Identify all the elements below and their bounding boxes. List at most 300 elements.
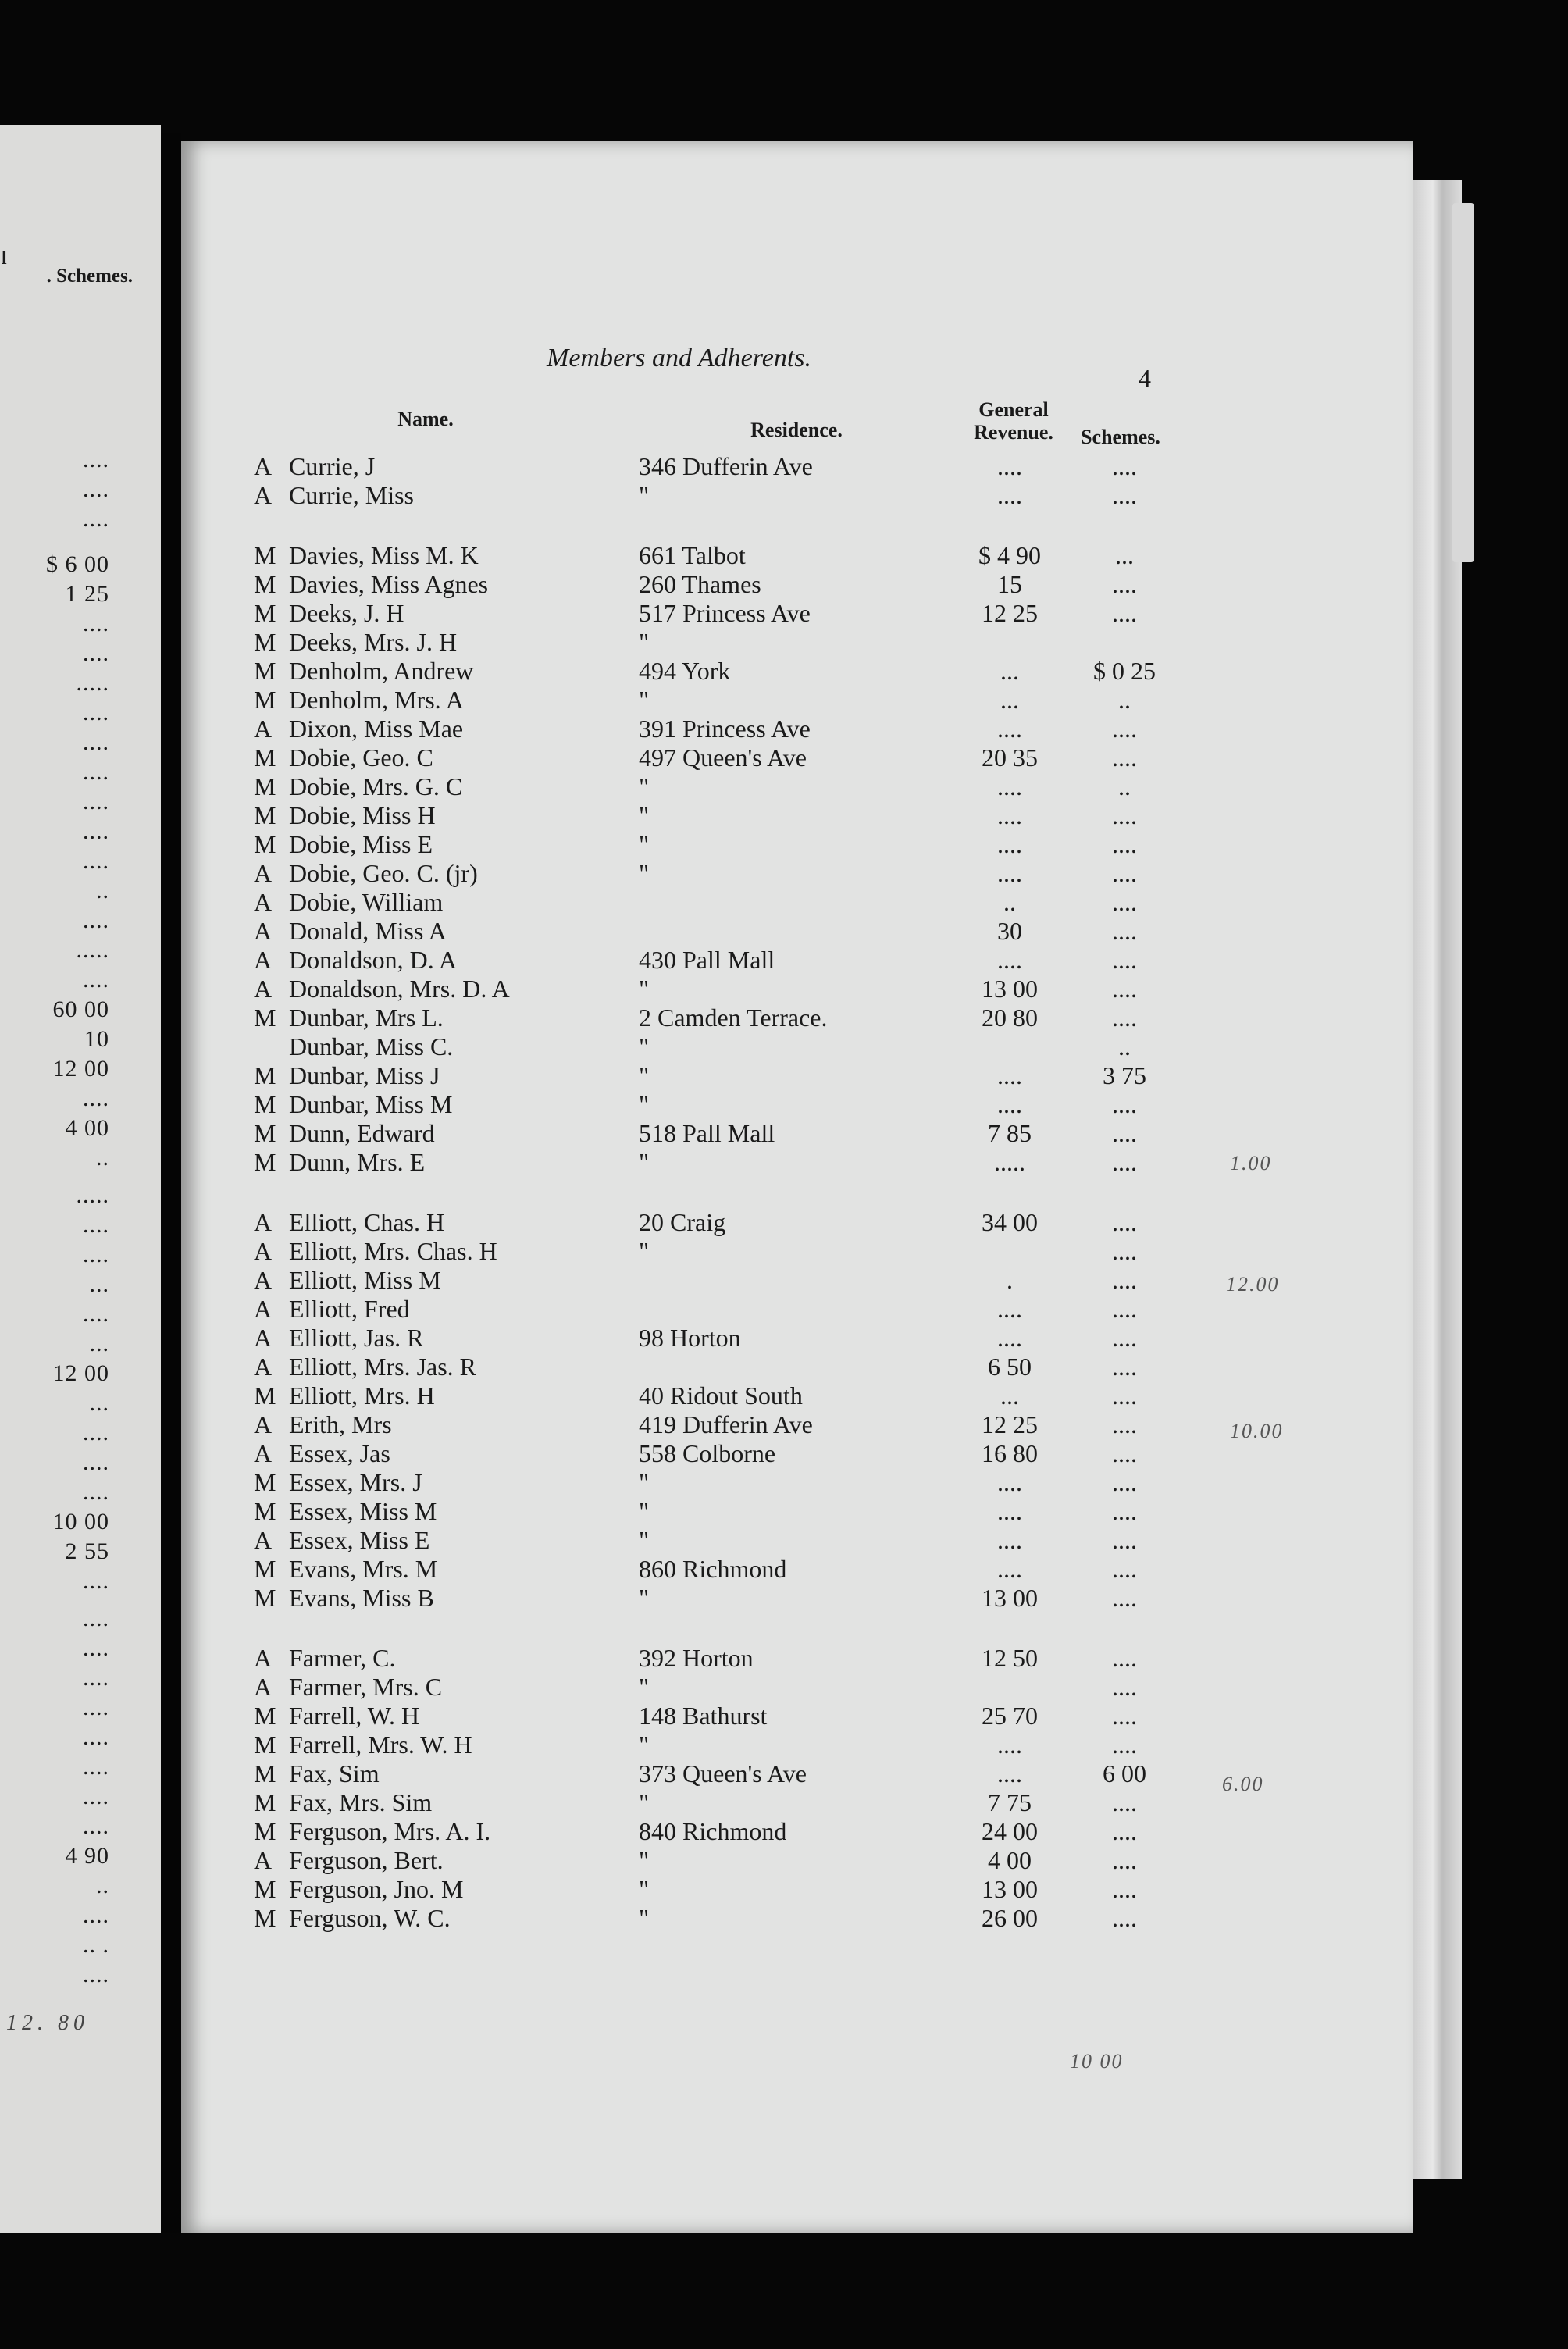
member-residence: 392 Horton [639, 1644, 754, 1672]
member-residence: 373 Queen's Ave [639, 1759, 807, 1788]
member-name: Denholm, Mrs. A [289, 686, 464, 714]
table-row [0, 829, 1171, 859]
column-header-general-revenue: General Revenue. [974, 398, 1053, 444]
table-row [0, 1381, 1171, 1410]
general-revenue-cell: 16 80 [982, 1439, 1038, 1467]
general-revenue-cell: .... [997, 946, 1022, 974]
member-status: M [254, 743, 276, 772]
member-residence: " [639, 830, 650, 858]
schemes-cell: .... [1112, 1584, 1137, 1612]
schemes-cell: .... [1112, 859, 1137, 887]
member-name: Dunbar, Mrs L. [289, 1003, 444, 1032]
member-status: M [254, 1731, 276, 1759]
schemes-cell: .... [1112, 1439, 1137, 1467]
general-revenue-cell: 6 50 [988, 1353, 1032, 1381]
member-name: Farmer, Mrs. C [289, 1673, 443, 1701]
schemes-cell: .. [1118, 686, 1131, 714]
member-residence: 391 Princess Ave [639, 715, 811, 743]
left-page-scheme-value: ... [89, 1331, 109, 1356]
table-row [0, 1874, 1171, 1904]
left-page-scheme-value: .... [83, 1449, 109, 1475]
table-row [0, 1496, 1171, 1526]
member-name: Elliott, Jas. R [289, 1324, 424, 1352]
member-name: Farrell, W. H [289, 1702, 420, 1730]
member-residence: " [639, 1875, 650, 1903]
general-revenue-cell: 20 80 [982, 1003, 1038, 1032]
left-page-scheme-value: .... [83, 700, 109, 725]
schemes-cell: 6 00 [1103, 1759, 1146, 1788]
member-status: A [254, 1324, 273, 1352]
schemes-cell: .. [1118, 772, 1131, 800]
table-row [0, 1089, 1171, 1119]
member-name: Deeks, J. H [289, 599, 404, 627]
member-residence: " [639, 1584, 650, 1612]
schemes-cell: .... [1112, 452, 1137, 480]
table-row [0, 945, 1171, 975]
member-status: A [254, 1353, 273, 1381]
member-residence: " [639, 801, 650, 829]
left-page-scheme-value: .... [83, 848, 109, 874]
margin-note: 12.00 [1226, 1273, 1280, 1296]
member-status: M [254, 1497, 276, 1525]
member-residence: 558 Colborne [639, 1439, 776, 1467]
schemes-cell: .... [1112, 1846, 1137, 1874]
general-revenue-cell: .... [997, 1090, 1022, 1118]
left-page-scheme-value: .... [83, 1635, 109, 1661]
member-status: A [254, 888, 273, 916]
member-status: A [254, 1526, 273, 1554]
member-name: Ferguson, Jno. M [289, 1875, 464, 1903]
member-name: Donald, Miss A [289, 917, 447, 945]
table-row [0, 480, 1171, 510]
table-row [0, 656, 1171, 686]
schemes-cell: .... [1112, 1526, 1137, 1554]
member-residence: " [639, 1731, 650, 1759]
margin-note: 10 00 [1070, 2050, 1124, 2073]
member-residence: " [639, 1237, 650, 1265]
table-row [0, 1554, 1171, 1584]
member-status: A [254, 1266, 273, 1294]
schemes-cell: .... [1112, 1875, 1137, 1903]
member-name: Dobie, William [289, 888, 444, 916]
table-row [0, 1643, 1171, 1673]
schemes-cell: .... [1112, 1148, 1137, 1176]
general-revenue-cell: 13 00 [982, 1584, 1038, 1612]
general-revenue-cell: ... [1000, 657, 1019, 685]
member-residence: 497 Queen's Ave [639, 743, 807, 772]
member-residence: " [639, 628, 650, 656]
table-row [0, 1672, 1171, 1702]
general-revenue-cell: 7 75 [988, 1788, 1032, 1816]
table-row [0, 569, 1171, 599]
general-revenue-cell: .... [997, 801, 1022, 829]
member-residence: 98 Horton [639, 1324, 741, 1352]
left-page-scheme-value: .... [83, 1606, 109, 1631]
member-name: Dobie, Geo. C. (jr) [289, 859, 478, 887]
schemes-cell: .... [1112, 1555, 1137, 1583]
general-revenue-cell: 12 25 [982, 1410, 1038, 1438]
left-page-scheme-value: .... [83, 1085, 109, 1111]
schemes-cell: .... [1112, 1788, 1137, 1816]
table-row [0, 1323, 1171, 1353]
schemes-cell: .... [1112, 1468, 1137, 1496]
general-revenue-cell: 4 00 [988, 1846, 1032, 1874]
left-page-schemes-label: . Schemes. [46, 266, 133, 287]
member-status: M [254, 686, 276, 714]
member-status: A [254, 975, 273, 1003]
member-name: Donaldson, Mrs. D. A [289, 975, 510, 1003]
member-name: Elliott, Mrs. Chas. H [289, 1237, 497, 1265]
member-status: M [254, 541, 276, 569]
member-residence: " [639, 859, 650, 887]
table-row [0, 1294, 1171, 1324]
member-residence: " [639, 1526, 650, 1554]
schemes-cell: .... [1112, 801, 1137, 829]
general-revenue-cell: .... [997, 1759, 1022, 1788]
left-page-scheme-value: 60 00 [52, 996, 109, 1022]
general-revenue-cell: .... [997, 1497, 1022, 1525]
member-name: Currie, J [289, 452, 376, 480]
table-row [0, 1118, 1171, 1148]
left-page-scheme-value: .... [83, 1754, 109, 1780]
member-name: Dunn, Edward [289, 1119, 435, 1147]
member-name: Davies, Miss M. K [289, 541, 479, 569]
left-page-scheme-value: ..... [76, 670, 109, 696]
member-residence: 494 York [639, 657, 731, 685]
schemes-cell: .... [1112, 570, 1137, 598]
table-row [0, 627, 1171, 657]
member-name: Elliott, Fred [289, 1295, 410, 1323]
left-page-scheme-value: .... [83, 611, 109, 636]
member-status: M [254, 801, 276, 829]
general-revenue-cell: .... [997, 452, 1022, 480]
general-revenue-cell: ... [1000, 1381, 1019, 1410]
member-status: M [254, 1003, 276, 1032]
left-page-scheme-value: .... [83, 1813, 109, 1839]
column-header-schemes: Schemes. [1081, 426, 1160, 448]
schemes-cell: .... [1112, 743, 1137, 772]
table-row [0, 1236, 1171, 1266]
table-row [0, 1003, 1171, 1032]
table-row [0, 1701, 1171, 1731]
left-page-column-header [0, 248, 133, 287]
left-page-scheme-value: 12 00 [52, 1056, 109, 1082]
member-name: Elliott, Miss M [289, 1266, 441, 1294]
general-revenue-cell: .... [997, 1061, 1022, 1089]
schemes-cell: .... [1112, 1817, 1137, 1845]
left-page-scheme-value: .... [83, 476, 109, 502]
member-status: M [254, 1702, 276, 1730]
schemes-cell: .... [1112, 1237, 1137, 1265]
left-page-scheme-value: 12 00 [52, 1360, 109, 1386]
member-status: M [254, 772, 276, 800]
schemes-cell: .... [1112, 1731, 1137, 1759]
table-row [0, 858, 1171, 888]
general-revenue-cell: 13 00 [982, 975, 1038, 1003]
schemes-cell: .... [1112, 1090, 1137, 1118]
table-row [0, 685, 1171, 715]
member-name: Elliott, Mrs. Jas. R [289, 1353, 477, 1381]
schemes-cell: .... [1112, 1644, 1137, 1672]
table-row [0, 1147, 1171, 1177]
left-page-scheme-value: ..... [76, 1182, 109, 1208]
member-residence: " [639, 772, 650, 800]
member-residence: 346 Dufferin Ave [639, 452, 813, 480]
general-revenue-cell: ..... [994, 1148, 1025, 1176]
table-row [0, 540, 1171, 570]
member-residence: " [639, 1468, 650, 1496]
schemes-cell: ... [1115, 541, 1134, 569]
general-revenue-cell: .... [997, 481, 1022, 509]
schemes-cell: .... [1112, 1410, 1137, 1438]
general-revenue-cell: 30 [997, 917, 1022, 945]
table-row [0, 1730, 1171, 1759]
member-status: M [254, 657, 276, 685]
member-status: M [254, 1788, 276, 1816]
schemes-cell: .... [1112, 1904, 1137, 1932]
schemes-cell: .... [1112, 715, 1137, 743]
member-name: Dobie, Mrs. G. C [289, 772, 463, 800]
schemes-cell: .... [1112, 975, 1137, 1003]
table-row [0, 800, 1171, 830]
table-row [0, 1265, 1171, 1295]
member-status: A [254, 1644, 273, 1672]
schemes-cell: .... [1112, 1266, 1137, 1294]
table-row [0, 1207, 1171, 1237]
table-row [0, 1438, 1171, 1468]
schemes-cell: .... [1112, 1208, 1137, 1236]
left-page-scheme-value: .... [83, 1902, 109, 1928]
member-residence: " [639, 1032, 650, 1060]
member-status: A [254, 481, 273, 509]
general-revenue-cell: .... [997, 772, 1022, 800]
member-name: Fax, Mrs. Sim [289, 1788, 433, 1816]
general-revenue-cell: 12 50 [982, 1644, 1038, 1672]
left-page-scheme-value: 1 25 [65, 581, 109, 607]
member-residence: 2 Camden Terrace. [639, 1003, 828, 1032]
member-residence: " [639, 1788, 650, 1816]
table-row [0, 1816, 1171, 1846]
table-row [0, 1060, 1171, 1090]
member-name: Davies, Miss Agnes [289, 570, 489, 598]
member-name: Evans, Miss B [289, 1584, 434, 1612]
member-name: Ferguson, W. C. [289, 1904, 451, 1932]
member-status: M [254, 1468, 276, 1496]
left-page-scheme-value: 10 [84, 1026, 109, 1052]
member-residence: " [639, 1497, 650, 1525]
member-residence: " [639, 481, 650, 509]
general-revenue-cell: ... [1000, 686, 1019, 714]
schemes-cell: .... [1112, 1673, 1137, 1701]
member-status: M [254, 1148, 276, 1176]
member-name: Dunn, Mrs. E [289, 1148, 426, 1176]
member-status: M [254, 1817, 276, 1845]
table-row [0, 1032, 1171, 1061]
schemes-cell: .... [1112, 917, 1137, 945]
member-status: M [254, 1555, 276, 1583]
general-revenue-cell: .... [997, 715, 1022, 743]
left-page-scheme-value: .... [83, 1479, 109, 1505]
margin-note: 6.00 [1222, 1773, 1264, 1795]
schemes-cell: .... [1112, 481, 1137, 509]
left-page-scheme-value: .... [83, 789, 109, 814]
schemes-cell: .... [1112, 1702, 1137, 1730]
schemes-cell: .... [1112, 1003, 1137, 1032]
member-residence: 430 Pall Mall [639, 946, 775, 974]
member-residence: " [639, 1846, 650, 1874]
member-status: A [254, 1295, 273, 1323]
member-name: Elliott, Chas. H [289, 1208, 445, 1236]
member-name: Fax, Sim [289, 1759, 380, 1788]
general-revenue-cell: 7 85 [988, 1119, 1032, 1147]
left-page-scheme-value: ..... [76, 937, 109, 963]
member-residence: 260 Thames [639, 570, 761, 598]
left-page-scheme-value: 2 55 [65, 1538, 109, 1564]
member-status: A [254, 1208, 273, 1236]
left-page-scheme-value: .... [83, 1695, 109, 1720]
member-name: Deeks, Mrs. J. H [289, 628, 458, 656]
schemes-cell: .... [1112, 888, 1137, 916]
member-name: Dixon, Miss Mae [289, 715, 464, 743]
schemes-cell: .... [1112, 1381, 1137, 1410]
left-page-scheme-value: $ 6 00 [46, 551, 109, 577]
member-name: Ferguson, Bert. [289, 1846, 444, 1874]
general-revenue-cell: 20 35 [982, 743, 1038, 772]
member-status: A [254, 1237, 273, 1265]
general-revenue-cell: . [1007, 1266, 1013, 1294]
table-row [0, 451, 1171, 481]
general-revenue-cell: 25 70 [982, 1702, 1038, 1730]
left-page-scheme-value: .... [83, 967, 109, 993]
general-revenue-cell: 24 00 [982, 1817, 1038, 1845]
table-row [0, 1352, 1171, 1381]
member-name: Dunbar, Miss M [289, 1090, 453, 1118]
member-status: M [254, 1875, 276, 1903]
general-revenue-cell: 34 00 [982, 1208, 1038, 1236]
schemes-cell: .... [1112, 946, 1137, 974]
general-revenue-cell: .... [997, 830, 1022, 858]
member-name: Farrell, Mrs. W. H [289, 1731, 472, 1759]
left-page-scheme-value: .... [83, 506, 109, 532]
general-revenue-cell: .... [997, 1468, 1022, 1496]
table-row [0, 1845, 1171, 1875]
table-row [0, 1410, 1171, 1439]
table-row [0, 1788, 1171, 1817]
member-residence: 40 Ridout South [639, 1381, 803, 1410]
general-revenue-cell: $ 4 90 [978, 541, 1041, 569]
member-status: M [254, 1090, 276, 1118]
left-page-scheme-value: .... [83, 818, 109, 844]
member-status: M [254, 1759, 276, 1788]
left-page-scheme-value: .... [83, 1568, 109, 1594]
member-residence: 419 Dufferin Ave [639, 1410, 813, 1438]
schemes-cell: .... [1112, 1119, 1137, 1147]
general-revenue-cell: .... [997, 1555, 1022, 1583]
left-page-header-partial: l [2, 248, 7, 269]
schemes-cell: .... [1112, 830, 1137, 858]
member-residence: " [639, 975, 650, 1003]
left-page-scheme-value: .... [83, 1665, 109, 1691]
member-residence: " [639, 1090, 650, 1118]
column-header-name: Name. [397, 408, 454, 430]
left-page-scheme-value: 4 00 [65, 1115, 109, 1141]
page-number: 4 [1139, 364, 1151, 392]
member-residence: 517 Princess Ave [639, 599, 811, 627]
left-page-scheme-value: .. [96, 1873, 109, 1898]
schemes-cell: .... [1112, 1295, 1137, 1323]
general-revenue-cell: 15 [997, 570, 1022, 598]
member-name: Dobie, Miss E [289, 830, 433, 858]
general-revenue-cell: 12 25 [982, 599, 1038, 627]
table-row [0, 1759, 1171, 1788]
left-page-scheme-value: .... [83, 1724, 109, 1750]
schemes-cell: .... [1112, 1497, 1137, 1525]
table-row [0, 1525, 1171, 1555]
member-name: Erith, Mrs [289, 1410, 392, 1438]
member-residence: 860 Richmond [639, 1555, 787, 1583]
member-name: Dunbar, Miss J [289, 1061, 440, 1089]
margin-note: 10.00 [1230, 1420, 1284, 1442]
member-status: A [254, 859, 273, 887]
schemes-cell: .... [1112, 599, 1137, 627]
left-page-scheme-value: .... [83, 640, 109, 666]
member-status: A [254, 917, 273, 945]
schemes-cell: 3 75 [1103, 1061, 1146, 1089]
member-name: Denholm, Andrew [289, 657, 474, 685]
member-status: A [254, 1439, 273, 1467]
left-page-scheme-value: .... [83, 759, 109, 785]
left-page-scheme-value: 10 00 [52, 1509, 109, 1535]
left-page-scheme-value: ... [89, 1390, 109, 1416]
left-page-scheme-value: .. [96, 878, 109, 904]
schemes-cell: .... [1112, 1324, 1137, 1352]
member-residence: 148 Bathurst [639, 1702, 768, 1730]
table-row [0, 1467, 1171, 1497]
member-status: A [254, 946, 273, 974]
member-status: M [254, 1381, 276, 1410]
member-name: Donaldson, D. A [289, 946, 458, 974]
member-name: Elliott, Mrs. H [289, 1381, 435, 1410]
member-status: M [254, 570, 276, 598]
member-name: Essex, Jas [289, 1439, 390, 1467]
member-residence: " [639, 1148, 650, 1176]
member-name: Ferguson, Mrs. A. I. [289, 1817, 491, 1845]
general-revenue-cell: .... [997, 1324, 1022, 1352]
table-row [0, 974, 1171, 1003]
running-head: Members and Adherents. [547, 344, 812, 372]
member-name: Dobie, Geo. C [289, 743, 433, 772]
member-status: M [254, 1119, 276, 1147]
margin-note: 1.00 [1230, 1152, 1272, 1174]
left-page-scheme-value: ... [89, 1271, 109, 1297]
table-row [0, 887, 1171, 917]
left-page-scheme-value: .. [96, 1145, 109, 1171]
member-status: M [254, 830, 276, 858]
member-residence: " [639, 1673, 650, 1701]
general-revenue-cell: .. [1003, 888, 1016, 916]
table-row [0, 772, 1171, 801]
left-page-handwritten-total: 12. 80 [6, 2011, 89, 2035]
schemes-cell: $ 0 25 [1093, 657, 1156, 685]
member-status: M [254, 1061, 276, 1089]
member-name: Essex, Mrs. J [289, 1468, 422, 1496]
left-page-scheme-value: .... [83, 447, 109, 472]
column-header-residence: Residence. [750, 419, 843, 441]
member-status: A [254, 452, 273, 480]
member-residence: " [639, 1061, 650, 1089]
member-status: A [254, 715, 273, 743]
general-revenue-cell: 26 00 [982, 1904, 1038, 1932]
